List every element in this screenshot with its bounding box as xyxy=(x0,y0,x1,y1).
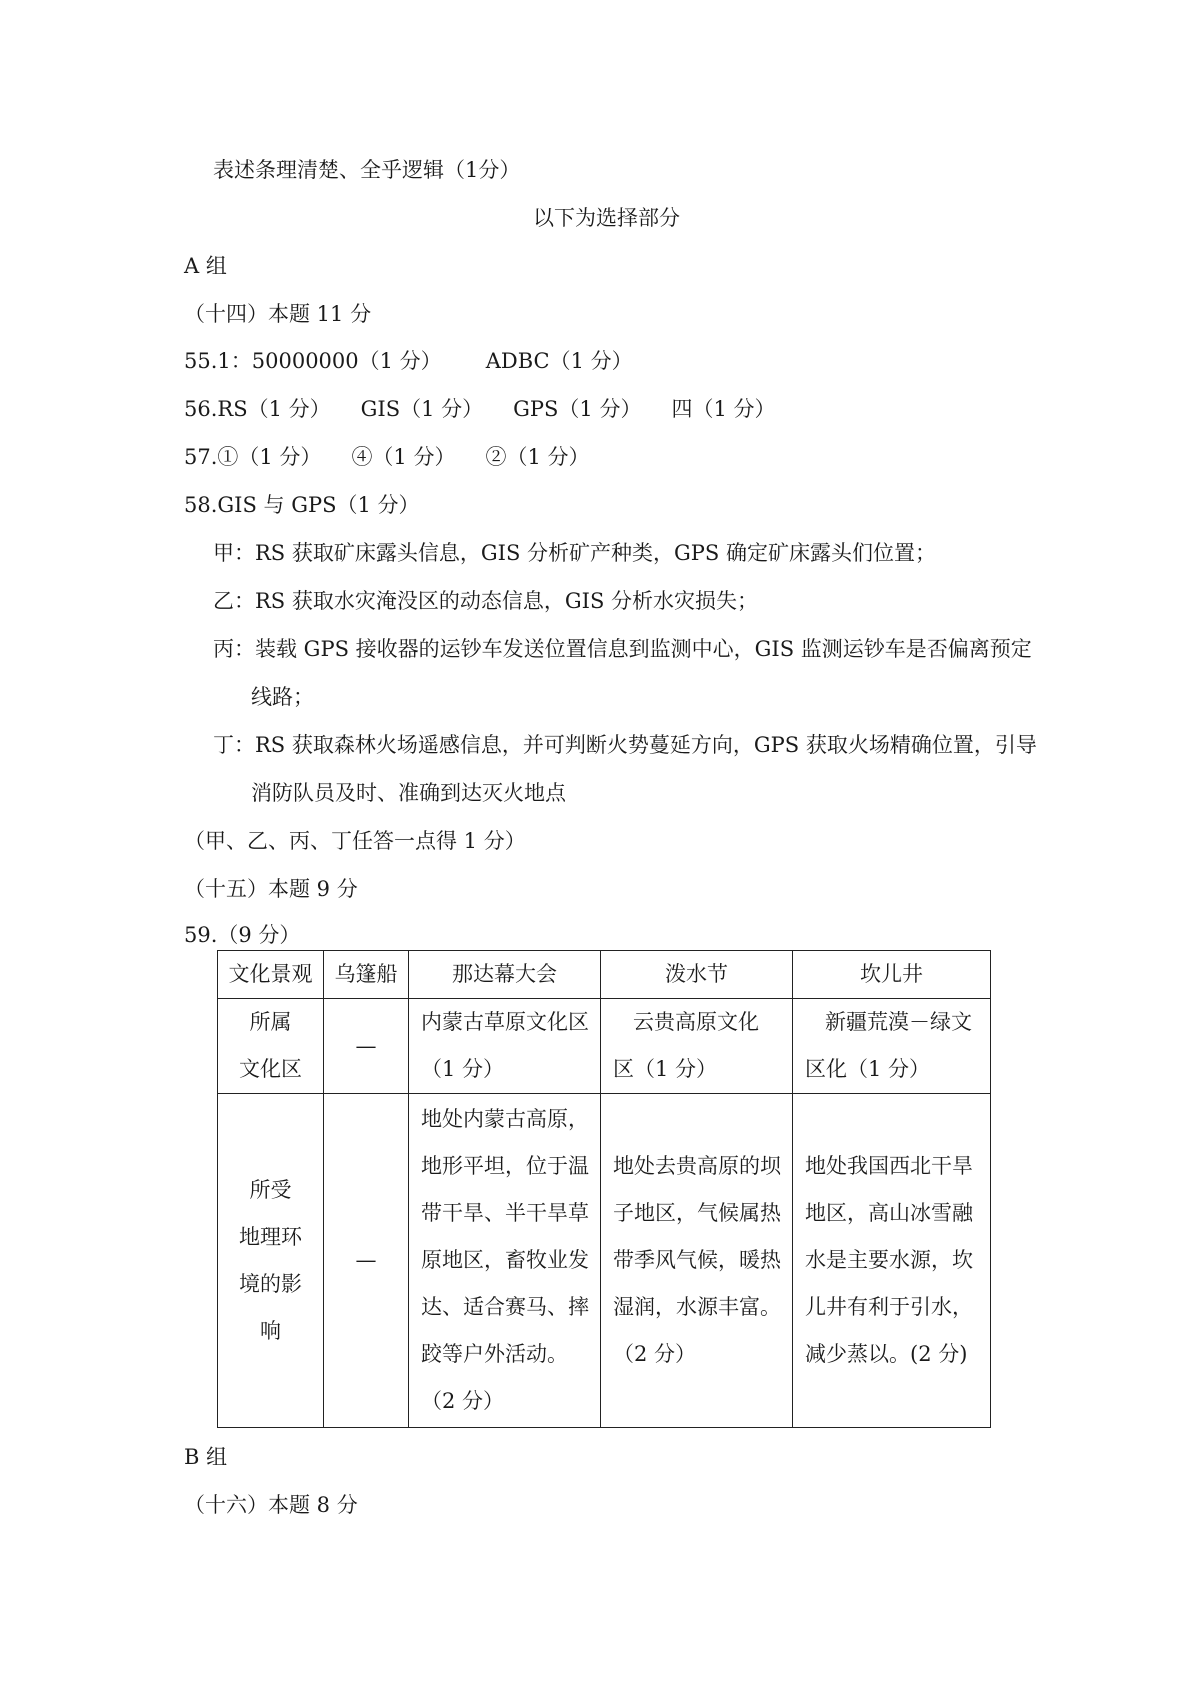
cell-line: 子地区，气候属热 xyxy=(613,1201,781,1225)
cell-line: 地处去贵高原的坝 xyxy=(613,1154,781,1178)
answer-58-note: （甲、乙、丙、丁任答一点得 1 分） xyxy=(184,829,526,853)
cell-line: 儿井有利于引水， xyxy=(805,1295,973,1319)
row-label-line: 文化区 xyxy=(239,1057,302,1081)
answer-57-part-c: ②（1 分） xyxy=(485,445,590,469)
table-row xyxy=(218,1094,991,1428)
answer-58-ding-line1: 丁：RS 获取森林火场遥感信息，并可判断火势蔓延方向，GPS 获取火场精确位置，引导 xyxy=(213,733,1037,757)
question-15-heading: （十五）本题 9 分 xyxy=(184,877,358,901)
table-cell xyxy=(601,1094,793,1428)
answer-57-part-a: 57.①（1 分） xyxy=(184,445,322,469)
section-heading: 以下为选择部分 xyxy=(533,206,680,230)
question-59-heading: 59.（9 分） xyxy=(184,923,301,947)
table-header-cell: 泼水节 xyxy=(601,951,793,999)
table-row-label xyxy=(218,1094,324,1428)
answer-58-bing-line2: 线路； xyxy=(251,685,314,709)
cell-line: 湿润，水源丰富。 xyxy=(613,1295,781,1319)
cell-line: （1 分） xyxy=(421,1057,505,1081)
answer-56-part-b: GIS（1 分） xyxy=(360,397,484,421)
row-label-line: 境的影 xyxy=(239,1271,302,1296)
answer-55-part-b: ADBC（1 分） xyxy=(485,349,633,373)
table-cell xyxy=(793,1094,991,1428)
cell-line: 达、适合赛马、摔 xyxy=(421,1295,589,1319)
cell-line: 原地区，畜牧业发 xyxy=(421,1248,589,1272)
cultural-landscape-table xyxy=(217,950,991,1428)
table-row-label xyxy=(218,999,324,1094)
group-b-label: B 组 xyxy=(184,1445,228,1469)
cell-line: 区化（1 分） xyxy=(805,1057,931,1081)
row-label-line: 响 xyxy=(260,1318,281,1343)
answer-56-part-a: 56.RS（1 分） xyxy=(184,397,331,421)
answer-55-part-a: 55.1：50000000（1 分） xyxy=(184,349,442,373)
cell-line: 地区，高山冰雪融 xyxy=(805,1201,973,1225)
question-16-heading: （十六）本题 8 分 xyxy=(184,1493,358,1517)
cell-line: 减少蒸以。(2 分) xyxy=(805,1342,968,1366)
answer-56 xyxy=(184,395,776,423)
answer-58-jia: 甲：RS 获取矿床露头信息，GIS 分析矿产种类，GPS 确定矿床露头们位置； xyxy=(213,541,936,565)
table-cell: — xyxy=(324,1094,409,1428)
table-header-row xyxy=(218,951,991,999)
table-cell: — xyxy=(324,999,409,1094)
table-row xyxy=(218,999,991,1094)
row-label-line: 所属 xyxy=(249,1010,292,1034)
scoring-criterion-line: 表述条理清楚、全乎逻辑（1分） xyxy=(213,158,521,182)
question-58-heading: 58.GIS 与 GPS（1 分） xyxy=(184,493,420,517)
answer-55 xyxy=(184,347,633,375)
answer-56-part-d: 四（1 分） xyxy=(671,397,776,421)
cell-line: 地处内蒙古高原， xyxy=(421,1107,589,1131)
cell-line: 内蒙古草原文化区 xyxy=(421,1010,589,1034)
cell-line: 跤等户外活动。 xyxy=(421,1342,568,1366)
cell-line: 地处我国西北干旱 xyxy=(805,1154,973,1178)
cell-line: 带干旱、半干旱草 xyxy=(421,1201,589,1225)
cell-line: （2 分） xyxy=(421,1389,505,1413)
table-header-cell: 那达幕大会 xyxy=(409,951,601,999)
answer-57 xyxy=(184,443,590,471)
answer-58-yi: 乙：RS 获取水灾淹没区的动态信息，GIS 分析水灾损失； xyxy=(213,589,759,613)
table-cell xyxy=(793,999,991,1094)
table-header-cell: 乌篷船 xyxy=(324,951,409,999)
answer-56-part-c: GPS（1 分） xyxy=(513,397,642,421)
cell-line: 新疆荒漠－绿文 xyxy=(825,1010,972,1034)
table-cell xyxy=(601,999,793,1094)
cell-line: 地形平坦，位于温 xyxy=(421,1154,589,1178)
answer-58-bing-line1: 丙：装载 GPS 接收器的运钞车发送位置信息到监测中心，GIS 监测运钞车是否偏离预定 xyxy=(213,637,1032,661)
question-14-heading: （十四）本题 11 分 xyxy=(184,302,372,326)
table-header-cell: 坎儿井 xyxy=(793,951,991,999)
table-cell xyxy=(409,999,601,1094)
row-label-line: 所受 xyxy=(249,1177,292,1202)
cell-line: 带季风气候，暖热 xyxy=(613,1248,781,1272)
cell-line: （2 分） xyxy=(613,1342,697,1366)
table-header-cell: 文化景观 xyxy=(218,951,324,999)
cell-line: 云贵高原文化 xyxy=(633,1010,759,1034)
group-a-label: A 组 xyxy=(184,254,227,278)
cell-line: 区（1 分） xyxy=(613,1057,718,1081)
cell-line: 水是主要水源，坎 xyxy=(805,1248,973,1272)
answer-57-part-b: ④（1 分） xyxy=(351,445,456,469)
row-label-line: 地理环 xyxy=(239,1224,302,1249)
answer-58-ding-line2: 消防队员及时、准确到达灭火地点 xyxy=(251,781,566,805)
table-cell xyxy=(409,1094,601,1428)
